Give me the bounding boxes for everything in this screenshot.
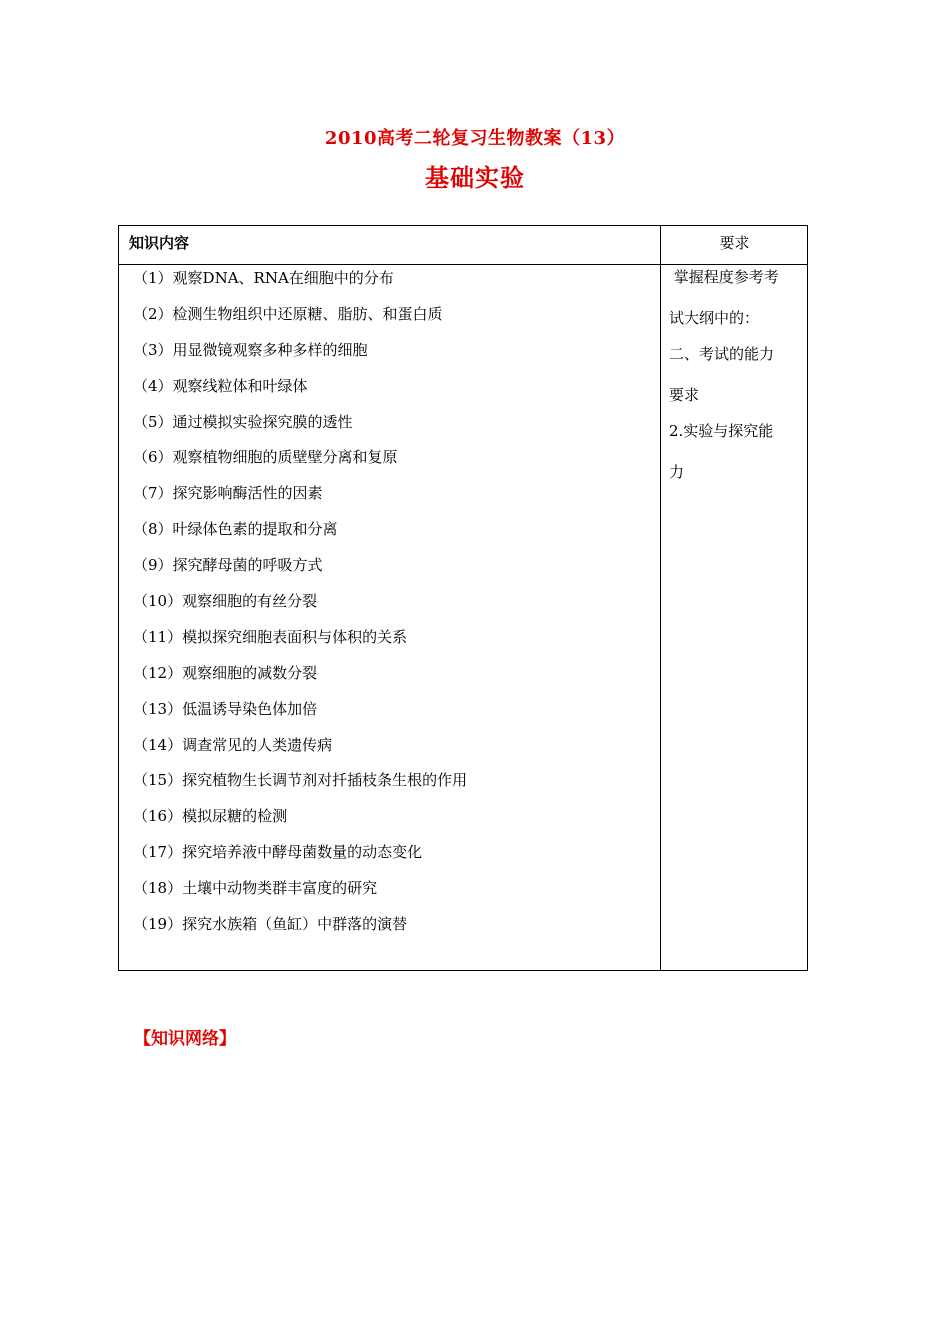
list-item: （8）叶绿体色素的提取和分离 [133, 520, 338, 539]
table-header-requirement: 要求 [719, 234, 750, 252]
list-item: （16）模拟尿糖的检测 [133, 807, 288, 826]
list-item: （1）观察DNA、RNA在细胞中的分布 [133, 269, 394, 287]
list-item: （6）观察植物细胞的质壁壁分离和复原 [133, 448, 398, 467]
table-header-knowledge: 知识内容 [129, 234, 190, 252]
list-item: （7）探究影响酶活性的因素 [133, 484, 323, 503]
list-item: （19）探究水族箱（鱼缸）中群落的演替 [133, 915, 408, 934]
list-item: （9）探究酵母菌的呼吸方式 [133, 556, 323, 575]
list-item: （14）调查常见的人类遗传病 [133, 735, 333, 754]
list-item: （3）用显微镜观察多种多样的细胞 [133, 340, 368, 359]
table-column-divider [660, 226, 661, 970]
list-item: （15）探究植物生长调节剂对扦插枝条生根的作用 [133, 771, 468, 790]
experiment-list [133, 268, 467, 950]
requirement-line: 要求 [669, 386, 700, 404]
list-item: （10）观察细胞的有丝分裂 [133, 592, 318, 611]
list-item: （17）探究培养液中酵母菌数量的动态变化 [133, 843, 423, 862]
requirement-line: 掌握程度参考考 [669, 268, 779, 286]
document-title: 2010高考二轮复习生物教案（13） [324, 128, 626, 149]
section-heading-knowledge-network: 【知识网络】 [134, 1029, 236, 1049]
list-item: （5）通过模拟实验探究膜的透性 [133, 412, 353, 431]
knowledge-table [118, 225, 808, 971]
list-item: （12）观察细胞的减数分裂 [133, 663, 318, 682]
requirement-line: 试大纲中的： [669, 309, 760, 327]
table-header-divider [119, 264, 807, 265]
list-item: （18）土壤中动物类群丰富度的研究 [133, 879, 378, 898]
list-item: （13）低温诱导染色体加倍 [133, 699, 318, 718]
list-item: （4）观察线粒体和叶绿体 [133, 376, 308, 395]
list-item: （2）检测生物组织中还原糖、脂肪、和蛋白质 [133, 304, 443, 323]
requirement-text [669, 266, 805, 483]
requirement-line: 力 [669, 463, 685, 481]
document-subtitle: 基础实验 [425, 163, 525, 192]
requirement-line: 2.实验与探究能 [669, 422, 774, 440]
requirement-line: 二、考试的能力 [669, 345, 775, 363]
list-item: （11）模拟探究细胞表面积与体积的关系 [133, 627, 408, 646]
